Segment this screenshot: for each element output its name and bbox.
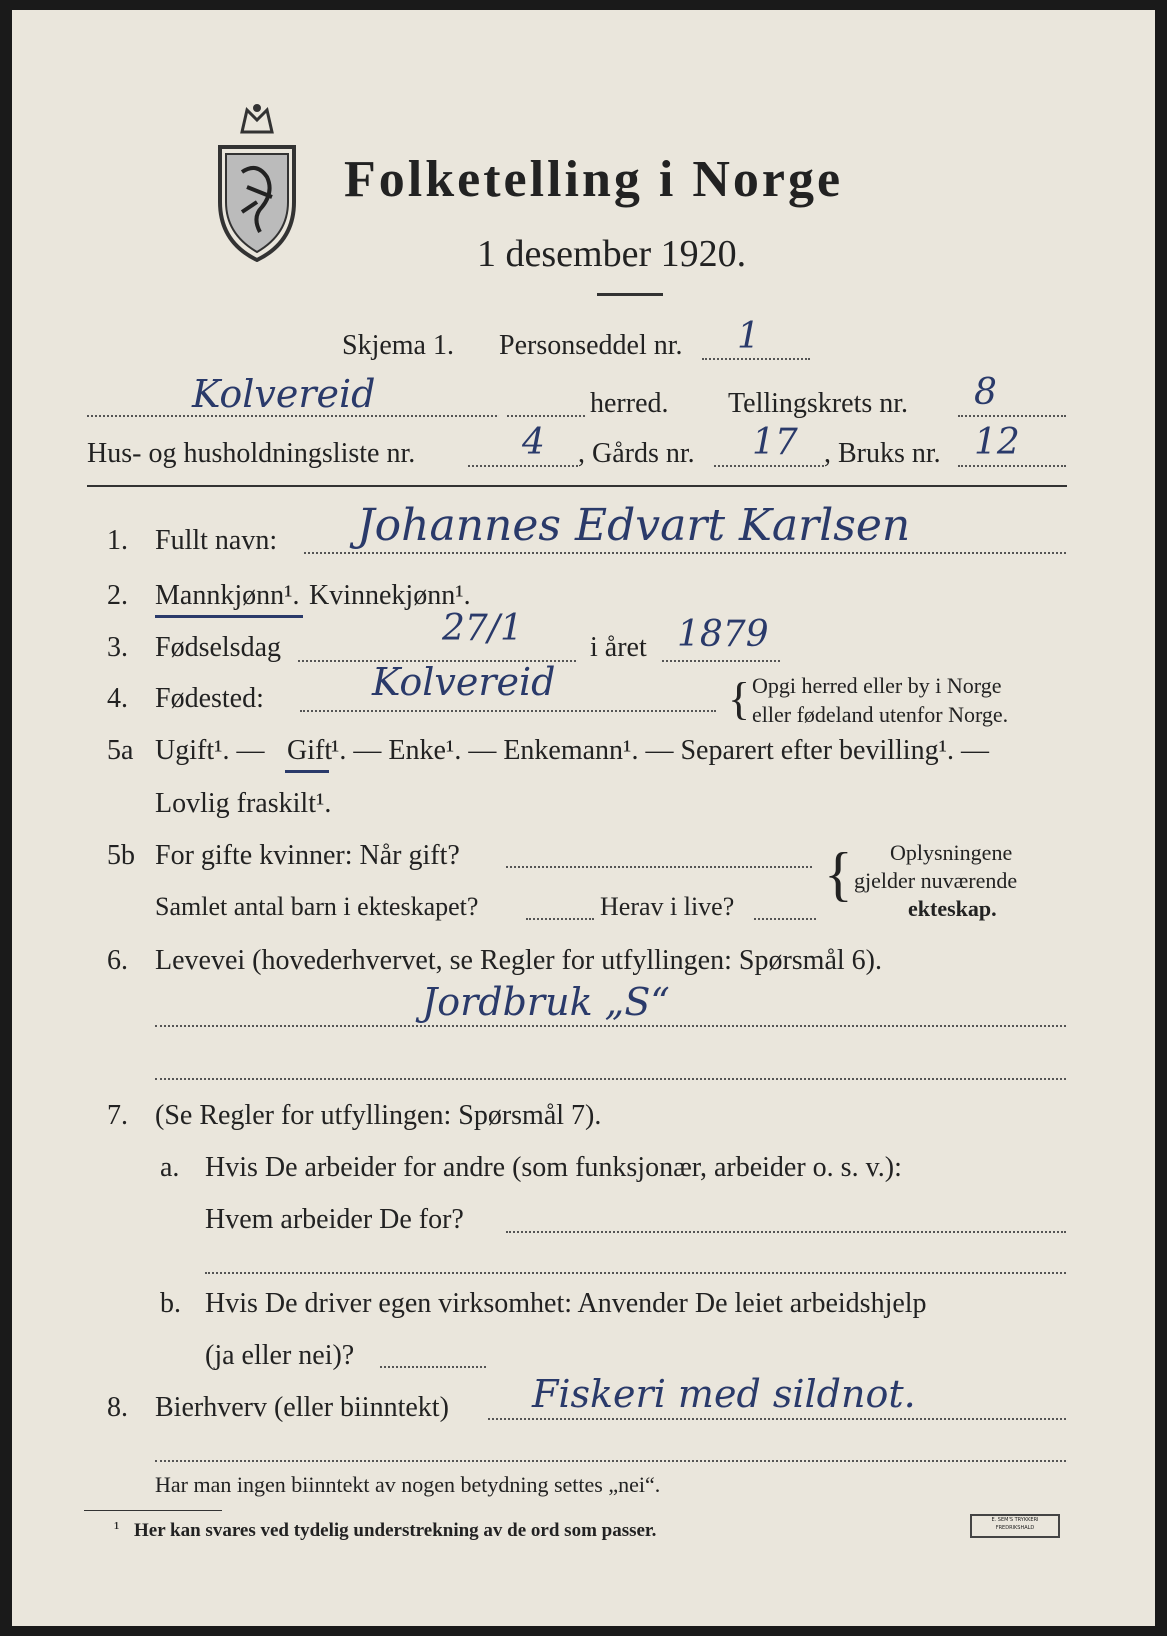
- q3-year-value[interactable]: 1879: [677, 614, 769, 655]
- q7a-extra-line: [205, 1272, 1066, 1274]
- q5b-brace: {: [824, 841, 853, 907]
- q4-note-line2: eller fødeland utenfor Norge.: [752, 702, 1009, 727]
- q4-note-line1: Opgi herred eller by i Norge: [752, 673, 1002, 698]
- footnote-marker: ¹: [114, 1518, 120, 1538]
- q7b-answer-line: [380, 1366, 486, 1368]
- q5b-children-line: [526, 918, 594, 920]
- herred-value[interactable]: Kolvereid: [192, 372, 376, 416]
- q2-female: Kvinnekjønn¹.: [309, 580, 471, 611]
- q6-number: 6.: [107, 945, 128, 976]
- q6-value[interactable]: Jordbruk „S“: [422, 980, 670, 1024]
- q7-number: 7.: [107, 1100, 128, 1131]
- q5b-line1: For gifte kvinner: Når gift?: [155, 840, 460, 871]
- q5b-note-line1: Oplysningene: [890, 840, 1013, 865]
- header-divider: [87, 485, 1067, 487]
- q5a-gift: Gift: [287, 735, 333, 766]
- bruks-line: [958, 465, 1066, 467]
- q5a-gift-underline: [285, 770, 329, 773]
- q4-label: Fødested:: [155, 683, 264, 714]
- gards-label: , Gårds nr.: [578, 438, 695, 469]
- q4-brace: {: [728, 673, 751, 724]
- q6-label: Levevei (hovederhvervet, se Regler for utfyllingen: Spørsmål 6).: [155, 945, 882, 976]
- q5b-children-label: Samlet antal barn i ekteskapet?: [155, 892, 479, 921]
- q8-label: Bierhverv (eller biinntekt): [155, 1392, 449, 1423]
- q8-extra-line: [155, 1460, 1066, 1462]
- q5b-living-line: [754, 918, 816, 920]
- footnote-text: Her kan svares ved tydelig understrekning av de ord som passer.: [134, 1520, 657, 1541]
- printer-stamp-text: E. SEM'S TRYKKERI FREDRIKSHALD: [991, 1517, 1039, 1531]
- census-form-page: [12, 10, 1155, 1626]
- hus-label: Hus- og husholdningsliste nr.: [87, 438, 416, 469]
- q5b-note-line2: gjelder nuværende: [854, 868, 1018, 893]
- coat-of-arms-icon: [212, 102, 302, 262]
- q1-number: 1.: [107, 525, 128, 556]
- skjema-label: Skjema 1.: [342, 330, 454, 361]
- q7a-letter: a.: [160, 1152, 180, 1183]
- q7-label: (Se Regler for utfyllingen: Spørsmål 7).: [155, 1100, 602, 1131]
- q5b-number: 5b: [107, 840, 135, 871]
- q2-number: 2.: [107, 580, 128, 611]
- q8-line: [488, 1418, 1066, 1420]
- q2-male-underline: [155, 615, 303, 618]
- q5a-rest: ¹. — Enke¹. — Enkemann¹. — Separert efter bevilling¹. —: [331, 735, 989, 766]
- q5a-ugift: Ugift¹. —: [155, 735, 265, 766]
- q5b-living-label: Herav i live?: [600, 892, 735, 921]
- q7a-line1: Hvis De arbeider for andre (som funksjonær, arbeider o. s. v.):: [205, 1152, 902, 1183]
- hus-value[interactable]: 4: [522, 422, 545, 463]
- q8-value[interactable]: Fiskeri med sildnot.: [532, 1372, 916, 1416]
- herred-line-2: [507, 415, 585, 417]
- q4-value[interactable]: Kolvereid: [372, 660, 556, 704]
- bruks-label: , Bruks nr.: [824, 438, 941, 469]
- census-date: 1 desember 1920.: [477, 233, 747, 275]
- title-divider: [597, 293, 663, 296]
- form-title: Folketelling i Norge: [344, 151, 844, 208]
- q6-line2: [155, 1078, 1066, 1080]
- personseddel-line: [702, 358, 810, 360]
- q7b-line2: (ja eller nei)?: [205, 1340, 355, 1371]
- q3-label: Fødselsdag: [155, 632, 281, 663]
- q3-year-label: i året: [590, 632, 647, 663]
- q5b-married-line: [506, 866, 812, 868]
- hus-line: [468, 465, 578, 467]
- gards-value[interactable]: 17: [752, 422, 798, 463]
- q5b-note-line3: ekteskap.: [908, 896, 997, 921]
- q4-number: 4.: [107, 683, 128, 714]
- footnote-divider: [84, 1510, 222, 1511]
- personseddel-label: Personseddel nr.: [499, 330, 683, 361]
- q3-year-line: [662, 660, 780, 662]
- q6-line1: [155, 1025, 1066, 1027]
- tellingskrets-label: Tellingskrets nr.: [728, 388, 909, 419]
- q7b-line1: Hvis De driver egen virksomhet: Anvender De leiet arbeidshjelp: [205, 1288, 927, 1319]
- tellingskrets-line: [958, 415, 1066, 417]
- q3-value[interactable]: 27/1: [442, 608, 523, 649]
- q1-value[interactable]: Johannes Edvart Karlsen: [357, 500, 911, 551]
- q5a-number: 5a: [107, 735, 134, 766]
- biinntekt-note: Har man ingen biinntekt av nogen betydning settes „nei“.: [155, 1472, 661, 1497]
- q7b-letter: b.: [160, 1288, 181, 1319]
- herred-label: herred.: [590, 388, 669, 419]
- tellingskrets-value[interactable]: 8: [974, 372, 997, 413]
- q4-line: [300, 710, 716, 712]
- personseddel-value[interactable]: 1: [737, 316, 760, 357]
- printer-stamp: [970, 1514, 1060, 1538]
- q1-line: [304, 552, 1066, 554]
- q3-number: 3.: [107, 632, 128, 663]
- bruks-value[interactable]: 12: [974, 422, 1020, 463]
- q2-male: Mannkjønn¹.: [155, 580, 300, 611]
- gards-line: [714, 465, 824, 467]
- q8-number: 8.: [107, 1392, 128, 1423]
- q7a-line2: Hvem arbeider De for?: [205, 1204, 464, 1235]
- q5a-line2: Lovlig fraskilt¹.: [155, 788, 332, 819]
- q1-label: Fullt navn:: [155, 525, 278, 556]
- q7a-employer-line: [506, 1231, 1066, 1233]
